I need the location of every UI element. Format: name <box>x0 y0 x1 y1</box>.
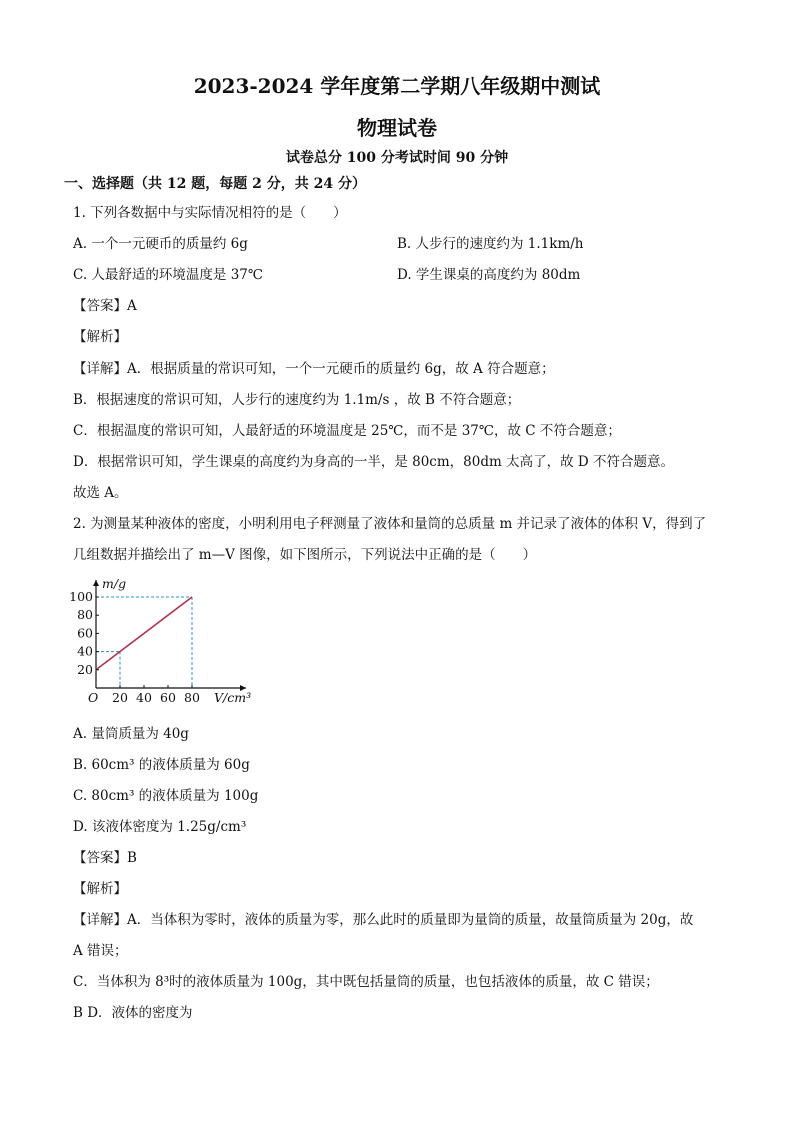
section-heading: 一、选择题（共 12 题，每题 2 分，共 24 分） <box>64 176 366 192</box>
q1-analysis-label: 【解析】 <box>73 329 127 345</box>
y-tick-label-4: 100 <box>69 589 93 604</box>
x-tick-label-3: 80 <box>184 690 200 705</box>
q1-answer <box>73 294 137 314</box>
q1-detail-line-5: 故选 A。 <box>73 485 128 501</box>
answer-value: B <box>127 850 137 866</box>
q1-option-d: D. 学生课桌的高度约为 80dm <box>397 267 581 283</box>
series-line-0 <box>96 597 192 670</box>
q2-analysis-label: 【解析】 <box>73 881 127 897</box>
x-axis-label: V/cm³ <box>214 690 252 705</box>
exam-subject: 物理试卷 <box>357 116 437 140</box>
q2-answer <box>73 846 137 866</box>
q2-detail-line-3: C．当体积为 8³时的液体质量为 100g，其中既包括量筒的质量，也包括液体的质量，故 C 错误； <box>73 974 659 990</box>
answer-label: 【答案】 <box>73 850 127 866</box>
q1-detail-line-2: B．根据速度的常识可知，人步行的速度约为 1.1m/s ，故 B 不符合题意； <box>73 392 521 408</box>
q1-stem: 1. 下列各数据中与实际情况相符的是（ ） <box>73 205 347 221</box>
q2-detail-line-1: 【详解】A．当体积为零时，液体的质量为零，那么此时的质量即为量筒的质量，故量筒质量为 20g，故 <box>73 912 694 928</box>
q2-detail-line-2: A 错误； <box>73 943 128 959</box>
q2-stem-line-1: 2. 为测量某种液体的密度，小明利用电子秤测量了液体和量筒的总质量 m 并记录了液体的体积 V，得到了 <box>73 516 707 532</box>
q1-detail-line-4: D．根据常识可知，学生课桌的高度约为身高的一半，是 80cm，80dm 太高了，故 D 不符合题意。 <box>73 454 674 470</box>
q1-option-c: C. 人最舒适的环境温度是 37℃ <box>73 267 264 283</box>
y-tick-label-0: 20 <box>77 661 93 677</box>
q1-option-a: A. 一个一元硬币的质量约 6g <box>73 236 248 252</box>
exam-info: 试卷总分 100 分考试时间 90 分钟 <box>285 150 509 166</box>
q2-option-c: C. 80cm³ 的液体质量为 100g <box>73 788 259 804</box>
mass-volume-chart <box>69 576 266 712</box>
q2-stem-line-2: 几组数据并描绘出了 m—V 图像，如下图所示，下列说法中正确的是（ ） <box>73 547 537 563</box>
x-tick-label-2: 60 <box>160 690 176 705</box>
x-tick-label-1: 40 <box>136 690 152 705</box>
q2-option-d: D. 该液体密度为 1.25g/cm³ <box>73 819 247 835</box>
q1-detail-line-3: C．根据温度的常识可知，人最舒适的环境温度是 25℃，而不是 37℃，故 C 不符合题意； <box>73 423 621 439</box>
q2-option-b: B. 60cm³ 的液体质量为 60g <box>73 757 250 773</box>
y-tick-label-1: 40 <box>77 643 93 659</box>
q1-option-b: B. 人步行的速度约为 1.1km/h <box>397 236 584 252</box>
origin-label: O <box>88 690 99 705</box>
y-tick-label-3: 80 <box>77 607 93 623</box>
q1-detail-line-1: 【详解】A．根据质量的常识可知，一个一元硬币的质量约 6g，故 A 符合题意； <box>73 361 555 377</box>
answer-label: 【答案】 <box>73 298 127 314</box>
q2-option-a: A. 量筒质量为 40g <box>73 726 189 742</box>
q2-detail-line-4: B D．液体的密度为 <box>73 1005 193 1021</box>
y-tick-label-2: 60 <box>77 625 93 641</box>
exam-title: 2023-2024 学年度第二学期八年级期中测试 <box>193 74 601 98</box>
y-axis-label: m/g <box>102 576 127 591</box>
answer-value: A <box>127 298 137 314</box>
x-tick-label-0: 20 <box>112 690 128 705</box>
